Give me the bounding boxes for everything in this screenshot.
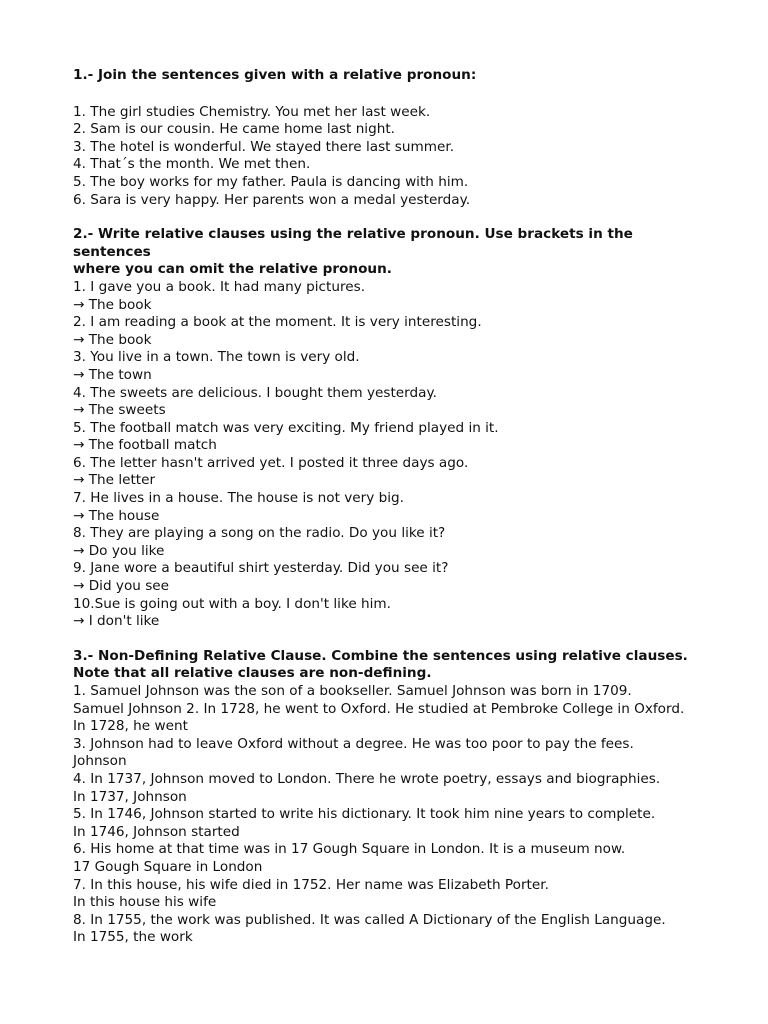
section-2-list: [73, 279, 733, 631]
list-item: 6. His home at that time was in 17 Gough Square in London. It is a museum now.: [73, 841, 626, 858]
list-item: → The sweets: [73, 402, 166, 419]
list-item: 6. Sara is very happy. Her parents won a medal yesterday.: [73, 191, 471, 208]
list-item: 4. The sweets are delicious. I bought them yesterday.: [73, 384, 437, 401]
section-3-heading-line: 3.- Non-Defining Relative Clause. Combine the sentences using relative clauses.: [73, 647, 688, 664]
list-item: 3. The hotel is wonderful. We stayed there last summer.: [73, 138, 455, 155]
section-2-heading-line: where you can omit the relative pronoun.: [73, 261, 392, 278]
list-item: In this house his wife: [73, 894, 217, 911]
list-item: 7. He lives in a house. The house is not very big.: [73, 490, 404, 507]
list-item: In 1728, he went: [73, 718, 188, 735]
section-2: [73, 226, 733, 631]
list-item: 5. The football match was very exciting. My friend played in it.: [73, 419, 499, 436]
section-2-heading-line: sentences: [73, 243, 151, 260]
section-1: [73, 67, 733, 209]
list-item: 3. Johnson had to leave Oxford without a degree. He was too poor to pay the fees.: [73, 735, 634, 752]
list-item: → The football match: [73, 437, 217, 454]
section-3-heading-line: Note that all relative clauses are non-defining.: [73, 665, 432, 682]
list-item: → The letter: [73, 472, 156, 489]
list-item: 9. Jane wore a beautiful shirt yesterday. Did you see it?: [73, 560, 449, 577]
section-1-list: [73, 104, 733, 210]
list-item: 8. They are playing a song on the radio. Do you like it?: [73, 525, 446, 542]
list-item: 2. Sam is our cousin. He came home last night.: [73, 121, 395, 138]
list-item: 1. I gave you a book. It had many pictures.: [73, 278, 366, 295]
list-item: 4. In 1737, Johnson moved to London. There he wrote poetry, essays and biographies.: [73, 770, 661, 787]
list-item: 2. I am reading a book at the moment. It is very interesting.: [73, 314, 482, 331]
list-item: 10.Sue is going out with a boy. I don't like him.: [73, 595, 391, 612]
list-item: 1. Samuel Johnson was the son of a bookseller. Samuel Johnson was born in 1709.: [73, 683, 632, 699]
list-item: 1. The girl studies Chemistry. You met her last week.: [73, 103, 431, 120]
list-item: → The town: [73, 366, 152, 383]
list-item: In 1755, the work: [73, 929, 193, 946]
list-item: 17 Gough Square in London: [73, 858, 263, 875]
list-item: → I don't like: [73, 613, 160, 630]
list-item: 5. The boy works for my father. Paula is dancing with him.: [73, 173, 469, 190]
list-item: Johnson: [73, 753, 127, 770]
list-item: → The house: [73, 507, 160, 524]
list-item: 3. You live in a town. The town is very old.: [73, 349, 360, 366]
list-item: 7. In this house, his wife died in 1752. Her name was Elizabeth Porter.: [73, 876, 549, 893]
section-2-heading: [73, 226, 733, 279]
section-3: [73, 648, 733, 947]
list-item: 6. The letter hasn't arrived yet. I posted it three days ago.: [73, 454, 469, 471]
section-3-heading: [73, 648, 733, 683]
list-item: → The book: [73, 331, 152, 348]
list-item: → The book: [73, 296, 152, 313]
list-item: In 1737, Johnson: [73, 788, 187, 805]
worksheet-page: [73, 67, 733, 947]
section-1-heading: 1.- Join the sentences given with a relative pronoun:: [73, 67, 477, 83]
list-item: Samuel Johnson 2. In 1728, he went to Oxford. He studied at Pembroke College in Oxford.: [73, 700, 685, 717]
list-item: → Do you like: [73, 542, 165, 559]
section-2-heading-line: 2.- Write relative clauses using the relative pronoun. Use brackets in the: [73, 226, 633, 243]
list-item: → Did you see: [73, 578, 170, 595]
list-item: 8. In 1755, the work was published. It was called A Dictionary of the English Language.: [73, 911, 666, 928]
list-item: In 1746, Johnson started: [73, 823, 240, 840]
list-item: 5. In 1746, Johnson started to write his dictionary. It took him nine years to complete.: [73, 806, 656, 823]
list-item: 4. That´s the month. We met then.: [73, 156, 311, 173]
section-3-list: [73, 683, 733, 947]
